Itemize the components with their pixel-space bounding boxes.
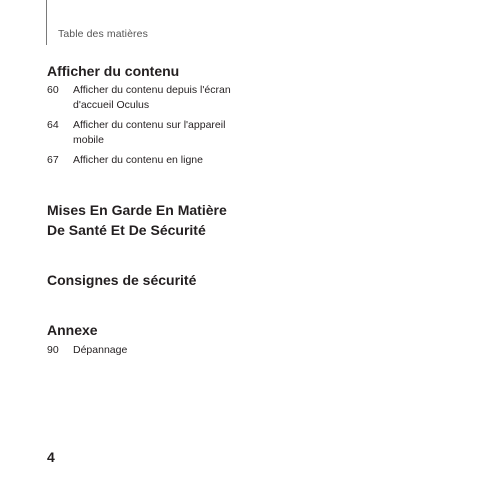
section-title-mises-en-garde[interactable]: Mises En Garde En Matière (47, 202, 227, 218)
toc-entry-text: Dépannage (73, 344, 128, 356)
toc-entry-text: Afficher du contenu sur l'appareil mobile (73, 119, 226, 146)
header-divider-line (46, 0, 47, 45)
toc-entry-page: 67 (47, 154, 59, 166)
toc-entry-text: Afficher du contenu depuis l'écran d'accueil Oculus (73, 84, 231, 111)
section-title-annexe: Annexe (47, 322, 98, 338)
section-title-consignes-de-securite[interactable]: Consignes de sécurité (47, 272, 197, 288)
toc-entry-text: Afficher du contenu en ligne (73, 154, 203, 166)
toc-entry-page: 90 (47, 344, 59, 356)
toc-entry-page: 64 (47, 119, 59, 131)
section-title-afficher-du-contenu: Afficher du contenu (47, 63, 180, 79)
section-title-mises-en-garde-line2[interactable]: De Santé Et De Sécurité (47, 222, 206, 238)
toc-entry-page: 60 (47, 84, 59, 96)
page-number: 4 (47, 449, 55, 465)
header-label: Table des matières (58, 28, 148, 40)
